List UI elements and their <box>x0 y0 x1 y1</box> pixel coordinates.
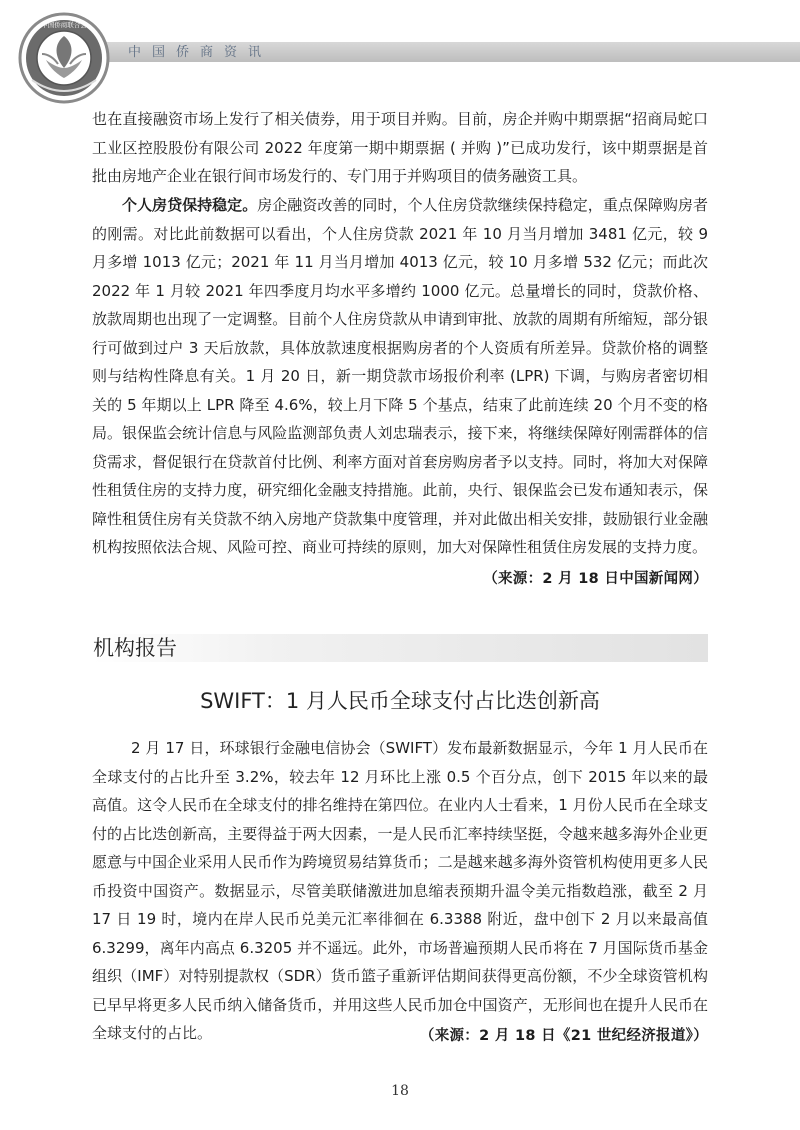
paragraph-mortgage <box>92 191 708 562</box>
source-note: （来源：2 月 18 日中国新闻网） <box>483 571 708 587</box>
section-heading-bar <box>92 634 708 662</box>
paragraph-mortgage-body: 房企融资改善的同时，个人住房贷款继续保持稳定，重点保障购房者的刚需。对比此前数据可以看出，个人住房贷款 2021 年 10 月当月增加 3481 亿元，较 9 月多增 1013 亿元；2021 年 11 月当月增加 4013 亿元，较 10 月多增 532 亿元；而此次 2022 年 1 月较 2021 年四季度月均水平多增约 1000 亿元。总量增长的同时，贷款价格、放款周期也出现了一定调整。目前个人住房贷款从申请到审批、放款的周期有所缩短，部分银行可做到过户 3 天后放款，具体放款速度根据购房者的个人资质有所差异。贷款价格的调整则与结构性降息有关。1 月 20 日，新一期贷款市场报价利率 (LPR) 下调，与购房者密切相关的 5 年期以上 LPR 降至 4.6%，较上月下降 5 个基点，结束了此前连续 20 个月不变的格局。银保监会统计信息与风险监测部负责人刘忠瑞表示，接下来，将继续保障好刚需群体的信贷需求，督促银行在贷款首付比例、利率方面对首套房购房者予以支持。同时，将加大对保障性租赁住房的支持力度，研究细化金融支持措施。此前，央行、银保监会已发布通知表示，保障性租赁住房有关贷款不纳入房地产贷款集中度管理，并对此做出相关安排，鼓励银行业金融机构按照依法合规、风险可控、商业可持续的原则，加大对保障性租赁住房发展的支持力度。 <box>92 196 708 556</box>
logo-icon <box>14 10 118 106</box>
paragraph-swift: 2 月 17 日，环球银行金融电信协会（SWIFT）发布最新数据显示，今年 1 月人民币在全球支付的占比升至 3.2%，较去年 12 月环比上涨 0.5 个百分点，创下 2015 年以来的最高值。这令人民币在全球支付的排名维持在第四位。在业内人士看来，1 月份人民币在全球支付的占比迭创新高，主要得益于两大因素，一是人民币汇率持续坚挺，令越来越多海外企业更愿意与中国企业采用人民币作为跨境贸易结算货币；二是越来越多海外资管机构使用更多人民币投资中国资产。数据显示，尽管美联储激进加息缩表预期升温令美元指数趋涨，截至 2 月 17 日 19 时，境内在岸人民币兑美元汇率徘徊在 6.3388 附近，盘中创下 2 月以来最高值 6.3299，离年内高点 6.3205 并不遥远。此外，市场普遍预期人民币将在 7 月国际货币基金组织（IMF）对特别提款权（SDR）货币篮子重新评估期间获得更高份额，不少全球资管机构已早早将更多人民币纳入储备货币，并用这些人民币加仓中国资产，无形间也在提升人民币在全球支付的占比。 <box>92 739 708 1042</box>
section-heading: 机构报告 <box>93 636 177 660</box>
header-title: 中国侨商资讯 <box>128 45 273 60</box>
paragraph-lead: 个人房贷保持稳定。 <box>122 196 258 214</box>
logo-text: 中国侨商联合会 <box>41 21 87 29</box>
page-number: 18 <box>391 1083 409 1099</box>
article-title: SWIFT：1 月人民币全球支付占比迭创新高 <box>200 689 600 713</box>
source-note: （来源：2 月 18 日《21 世纪经济报道》） <box>419 1028 708 1044</box>
paragraph-bond-issue: 也在直接融资市场上发行了相关债券，用于项目并购。目前，房企并购中期票据“招商局蛇口工业区控股股份有限公司 2022 年度第一期中期票据 ( 并购 )”已成功发行，该中期票据是首批由房地产企业在银行间市场发行的、专门用于并购项目的债务融资工具。 <box>92 110 708 185</box>
